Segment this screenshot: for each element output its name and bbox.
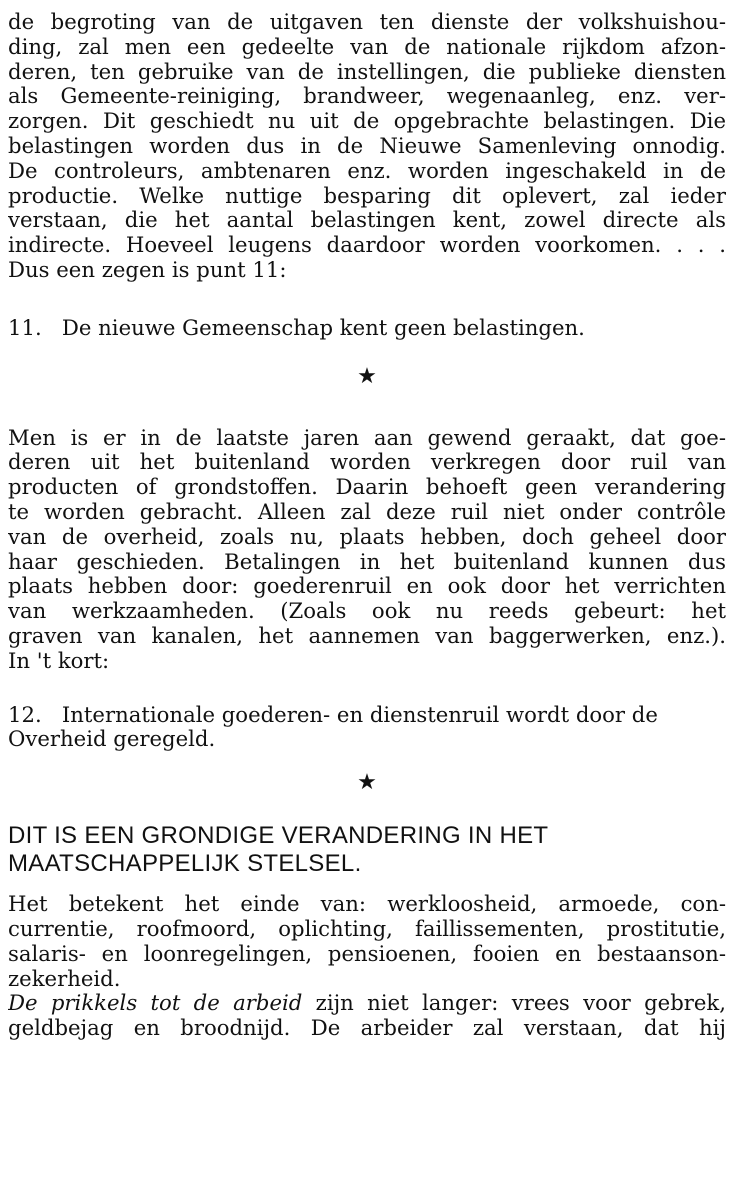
point-12-text: 12. Internationale goederen- en dienstenruil wordt door de [8, 701, 658, 727]
text-line: ding, zal men een gedeelte van de nationale rijkdom afzon- [8, 34, 726, 59]
text-line: de begroting van de uitgaven ten dienste der volkshuishou- [8, 10, 726, 34]
text-line: deren uit het buitenland worden verkregen door ruil van [8, 450, 726, 475]
text-line: als Gemeente-reiniging, brandweer, wegenaanleg, enz. ver- [8, 84, 726, 109]
italic-phrase: De prikkels tot de arbeid [8, 991, 303, 1016]
point-12 [8, 703, 726, 753]
paragraph-einde [8, 892, 726, 1041]
text-line: indirecte. Hoeveel leugens daardoor worden voorkomen. . . . [8, 233, 726, 258]
text-line: van de overheid, zoals nu, plaats hebben, doch geheel door [8, 524, 726, 549]
text-fragment: zijn niet langer: vrees voor gebrek, [302, 991, 726, 1016]
text-line: belastingen worden dus in de Nieuwe Samenleving onnodig. [8, 133, 726, 158]
text-line: van werkzaamheden. (Zoals ook nu reeds gebeurt: het [8, 599, 726, 624]
text-line: Het betekent het einde van: werkloosheid, armoede, con- [8, 892, 726, 917]
paragraph-belastingen [8, 10, 726, 283]
text-line: deren, ten gebruike van de instellingen, die publieke diensten [8, 59, 726, 84]
text-line [8, 991, 726, 1016]
text-line: De controleurs, ambtenaren enz. worden ingeschakeld in de [8, 158, 726, 183]
text-line: geldbejag en broodnijd. De arbeider zal verstaan, dat hij [8, 1016, 726, 1041]
text-line: plaats hebben door: goederenruil en ook door het verrichten [8, 574, 726, 599]
section-heading [8, 822, 726, 878]
text-line: Men is er in de laatste jaren aan gewend geraakt, dat goe- [8, 425, 726, 450]
text-line: verstaan, die het aantal belastingen kent, zowel directe als [8, 208, 726, 233]
text-line: zekerheid. [8, 966, 121, 991]
text-line: currentie, roofmoord, oplichting, faillissementen, prostitutie, [8, 916, 726, 941]
text-line: productie. Welke nuttige besparing dit oplevert, zal ieder [8, 183, 726, 208]
star-separator-icon: ★ [357, 363, 377, 389]
text-line: zorgen. Dit geschiedt nu uit de opgebrachte belastingen. Die [8, 109, 726, 134]
star-separator-icon: ★ [357, 770, 377, 796]
document-page [8, 10, 726, 1041]
text-line: producten of grondstoffen. Daarin behoeft geen verandering [8, 475, 726, 500]
text-line: Dus een zegen is punt 11: [8, 257, 287, 282]
heading-line: DIT IS EEN GRONDIGE VERANDERING IN HET [8, 822, 549, 850]
text-line: salaris- en loonregelingen, pensioenen, fooien en bestaanson- [8, 941, 726, 966]
point-11 [8, 316, 726, 341]
text-line: graven van kanalen, het aannemen van baggerwerken, enz.). [8, 623, 726, 648]
text-line: In 't kort: [8, 648, 110, 673]
point-12-text: Overheid geregeld. [8, 726, 216, 752]
text-line: te worden gebracht. Alleen zal deze ruil niet onder contrôle [8, 499, 726, 524]
point-11-text: 11. De nieuwe Gemeenschap kent geen belastingen. [8, 314, 585, 340]
heading-line: MAATSCHAPPELIJK STELSEL. [8, 850, 362, 878]
paragraph-buitenland [8, 426, 726, 674]
text-line: haar geschieden. Betalingen in het buitenland kunnen dus [8, 549, 726, 574]
